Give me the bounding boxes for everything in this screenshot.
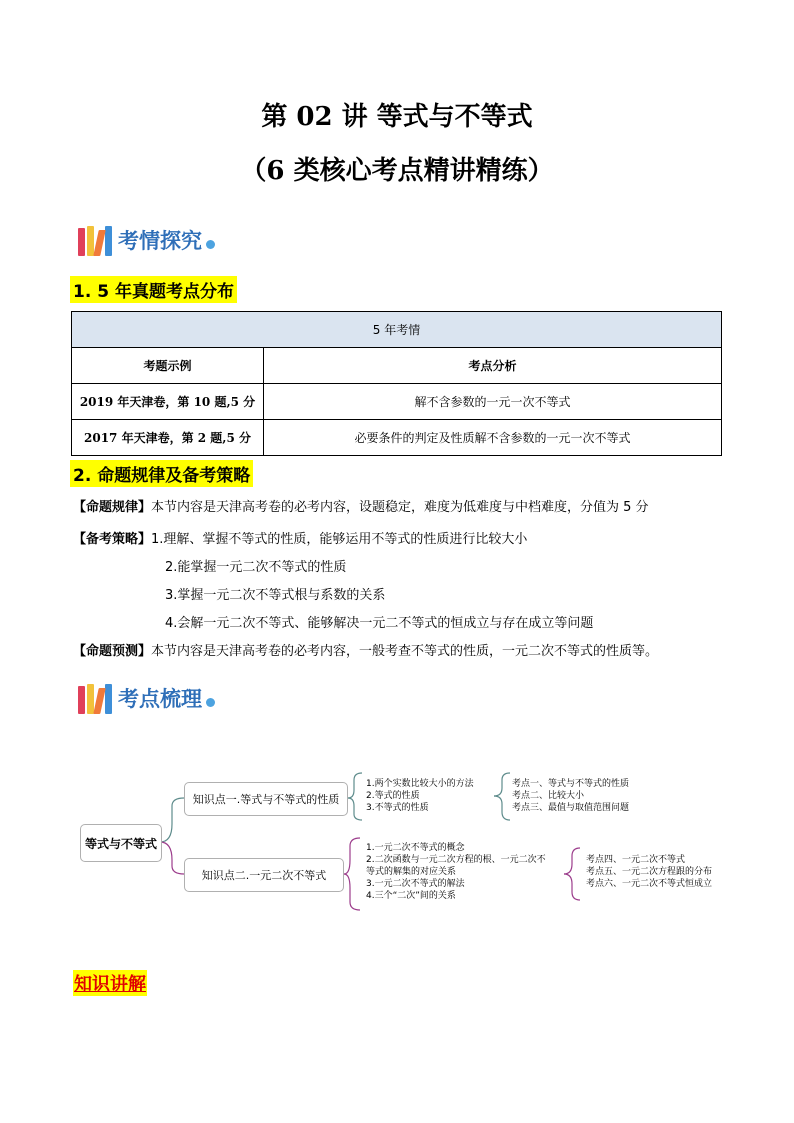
section-header-points [78, 680, 215, 716]
branch-1-points [512, 778, 629, 814]
page-title: 第 02 讲 等式与不等式 [261, 102, 533, 132]
list-item: 3.一元二次不等式的解法 [366, 879, 465, 889]
strategy-item: 1.理解、掌握不等式的性质，能够运用不等式的性质进行比较大小 [151, 532, 528, 547]
cell-analysis: 解不含参数的一元一次不等式 [264, 384, 722, 420]
branch-2-items [366, 842, 546, 902]
list-item: 考点五、一元二次方程跟的分布 [586, 867, 713, 877]
dot-icon [206, 240, 215, 249]
list-item: 2.二次函数与一元二次方程的根、一元二次不 [366, 855, 546, 865]
list-item: 考点三、最值与取值范围问题 [512, 803, 630, 813]
section-header-exam [78, 222, 215, 258]
list-item: 考点四、一元二次不等式 [586, 855, 686, 865]
branch-1-items [366, 778, 474, 814]
list-item: 1.两个实数比较大小的方法 [366, 779, 474, 789]
predict-paragraph [73, 640, 658, 659]
list-item: 1.一元二次不等式的概念 [366, 843, 465, 853]
strategy-tag: 【备考策略】 [73, 532, 152, 547]
rule-text: 本节内容是天津高考卷的必考内容，设题稳定，难度为低难度与中档难度，分值为 5 分 [151, 500, 649, 515]
strategy-item: 2.能掌握一元二次不等式的性质 [165, 560, 347, 575]
books-icon [78, 224, 114, 256]
branch-2-points [586, 854, 712, 890]
cell-example: 2017 年天津卷，第 2 题,5 分 [72, 420, 264, 456]
list-item: 考点一、等式与不等式的性质 [512, 779, 630, 789]
mind-map-branch-2: 知识点二.一元二次不等式 [184, 858, 344, 892]
predict-text: 本节内容是天津高考卷的必考内容，一般考查不等式的性质，一元二次不等式的性质等。 [151, 644, 659, 659]
table-row [72, 420, 722, 456]
mind-map-root: 等式与不等式 [80, 824, 162, 862]
list-item: 3.不等式的性质 [366, 803, 429, 813]
subsection-heading: 1. 5 年真题考点分布 [70, 276, 237, 303]
table-header: 5 年考情 [72, 312, 722, 348]
subsection-heading: 2. 命题规律及备考策略 [70, 460, 253, 487]
strategy-item: 3.掌握一元二次不等式根与系数的关系 [165, 588, 386, 603]
strategy-paragraph [73, 528, 527, 547]
cell-example: 2019 年天津卷，第 10 题,5 分 [72, 384, 264, 420]
dot-icon [206, 698, 215, 707]
section-title: 考点梳理 [118, 687, 202, 711]
list-item: 考点二、比较大小 [512, 791, 585, 801]
rule-tag: 【命题规律】 [73, 500, 152, 515]
knowledge-heading: 知识讲解 [73, 970, 147, 996]
list-item: 考点六、一元二次不等式恒成立 [586, 879, 713, 889]
page-subtitle: （6 类核心考点精讲精练） [240, 156, 554, 186]
list-item: 等式的解集的对应关系 [366, 867, 457, 877]
section-title: 考情探究 [118, 229, 202, 253]
column-header-analysis: 考点分析 [264, 348, 722, 384]
strategy-item: 4.会解一元二次不等式、能够解决一元二不等式的恒成立与存在成立等问题 [165, 616, 594, 631]
predict-tag: 【命题预测】 [73, 644, 152, 659]
rule-paragraph [73, 496, 649, 515]
column-header-example: 考题示例 [72, 348, 264, 384]
mind-map-branch-1: 知识点一.等式与不等式的性质 [184, 782, 348, 816]
list-item: 4.三个“二次”间的关系 [366, 891, 456, 901]
exam-table [71, 311, 722, 456]
list-item: 2.等式的性质 [366, 791, 420, 801]
cell-analysis: 必要条件的判定及性质解不含参数的一元一次不等式 [264, 420, 722, 456]
table-row [72, 384, 722, 420]
books-icon [78, 682, 114, 714]
